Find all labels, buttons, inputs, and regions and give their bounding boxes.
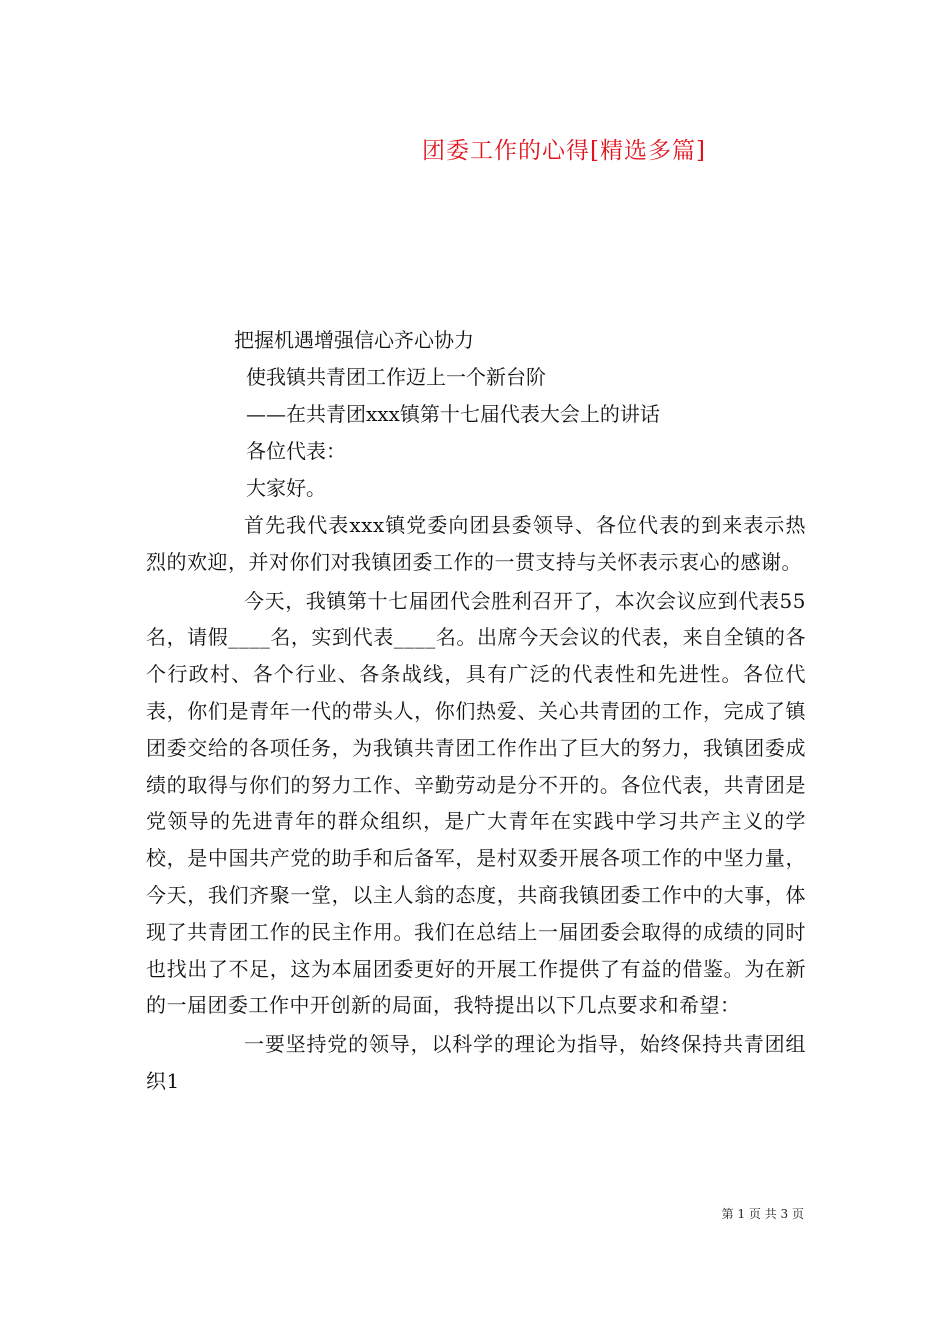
heading-line-3: ——在共青团xxx镇第十七届代表大会上的讲话 [246,402,660,426]
paragraph-1: 首先我代表xxx镇党委向团县委领导、各位代表的到来表示热烈的欢迎，并对你们对我镇团委工作的一贯支持与关怀表示衷心的感谢。 [146,513,806,574]
salutation-line: 各位代表： [246,439,346,463]
document-title: 团委工作的心得[精选多篇] [422,138,706,164]
document-body [146,322,806,1100]
heading-line-2: 使我镇共青团工作迈上一个新台阶 [246,365,546,389]
paragraph-2: 今天，我镇第十七届团代会胜利召开了，本次会议应到代表55名，请假____名，实到代表____名。出席今天会议的代表，来自全镇的各个行政村、各个行业、各条战线，具有广泛的代表性和先进性。各位代表，你们是青年一代的带头人，你们热爱、关心共青团的工作，完成了镇团委交给的各项任务，为我镇共青团工作作出了巨大的努力，我镇团委成绩的取得与你们的努力工作、辛勤劳动是分不开的。各位代表，共青团是党领导的先进青年的群众组织，是广大青年在实践中学习共产主义的学校，是中国共产党的助手和后备军，是村双委开展各项工作的中坚力量，今天，我们齐聚一堂，以主人翁的态度，共商我镇团委工作中的大事，体现了共青团工作的民主作用。我们在总结上一届团委会取得的成绩的同时也找出了不足，这为本届团委更好的开展工作提供了有益的借鉴。为在新的一届团委工作中开创新的局面，我特提出以下几点要求和希望： [146,588,806,1018]
heading-line-1: 把握机遇增强信心齐心协力 [234,328,474,352]
greeting-line: 大家好。 [246,476,326,500]
paragraph-3: 一要坚持党的领导，以科学的理论为指导，始终保持共青团组织1 [146,1032,806,1093]
page-number-footer: 第 1 页 共 3 页 [721,1207,804,1221]
